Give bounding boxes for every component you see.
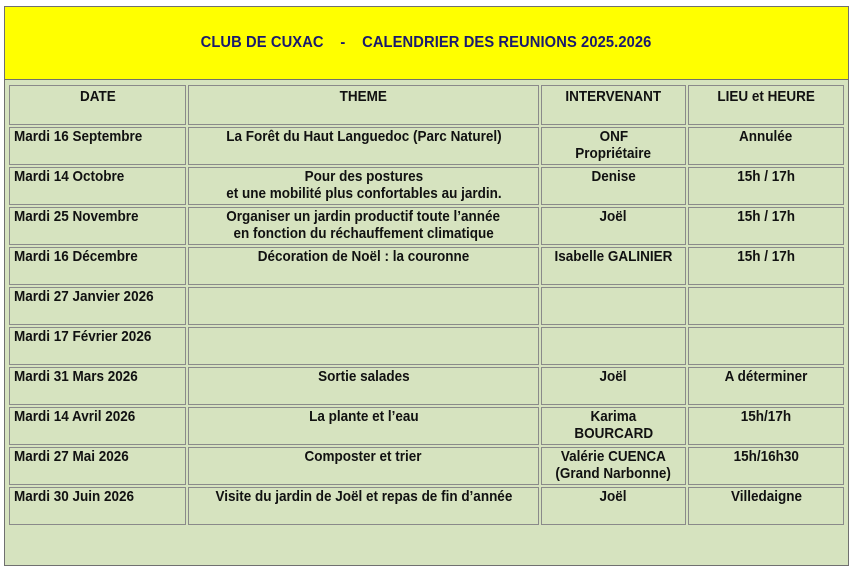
table-row xyxy=(9,447,844,485)
title-banner xyxy=(5,7,848,80)
cell-date: Mardi 31 Mars 2026 xyxy=(9,367,186,405)
cell-intervenant: Joël xyxy=(541,207,686,245)
table-row xyxy=(9,167,844,205)
cell-date: Mardi 16 Décembre xyxy=(9,247,186,285)
table-row xyxy=(9,207,844,245)
cell-lieu: 15h/16h30 xyxy=(688,447,844,485)
cell-date: Mardi 14 Octobre xyxy=(9,167,186,205)
table-row xyxy=(9,127,844,165)
cell-theme: Organiser un jardin productif toute l’année en fonction du réchauffement climatique xyxy=(188,207,539,245)
cell-lieu xyxy=(688,287,844,325)
cell-intervenant: Karima BOURCARD xyxy=(541,407,686,445)
cell-intervenant: Isabelle GALINIER xyxy=(541,247,686,285)
header-theme: THEME xyxy=(188,85,539,125)
cell-lieu: Annulée xyxy=(688,127,844,165)
calendar-table xyxy=(7,83,846,527)
table-row xyxy=(9,327,844,365)
header-date: DATE xyxy=(9,85,186,125)
cell-lieu: Villedaigne xyxy=(688,487,844,525)
header-lieu: LIEU et HEURE xyxy=(688,85,844,125)
cell-theme: Composter et trier xyxy=(188,447,539,485)
cell-date: Mardi 27 Mai 2026 xyxy=(9,447,186,485)
cell-theme: Visite du jardin de Joël et repas de fin d’année xyxy=(188,487,539,525)
cell-intervenant: Joël xyxy=(541,487,686,525)
cell-lieu xyxy=(688,327,844,365)
cell-date: Mardi 25 Novembre xyxy=(9,207,186,245)
cell-lieu: 15h / 17h xyxy=(688,247,844,285)
header-intervenant: INTERVENANT xyxy=(541,85,686,125)
cell-lieu: 15h / 17h xyxy=(688,167,844,205)
cell-intervenant: Denise xyxy=(541,167,686,205)
table-row xyxy=(9,487,844,525)
cell-intervenant xyxy=(541,327,686,365)
page-title: CLUB DE CUXAC - CALENDRIER DES REUNIONS 2025.2026 xyxy=(201,34,652,51)
cell-theme: La Forêt du Haut Languedoc (Parc Naturel) xyxy=(188,127,539,165)
cell-theme: Décoration de Noël : la couronne xyxy=(188,247,539,285)
calendar-page xyxy=(4,6,849,566)
cell-intervenant: Joël xyxy=(541,367,686,405)
cell-date: Mardi 16 Septembre xyxy=(9,127,186,165)
table-row xyxy=(9,247,844,285)
cell-intervenant: Valérie CUENCA (Grand Narbonne) xyxy=(541,447,686,485)
cell-theme: Sortie salades xyxy=(188,367,539,405)
table-row xyxy=(9,367,844,405)
cell-theme: La plante et l’eau xyxy=(188,407,539,445)
cell-theme xyxy=(188,287,539,325)
header-row xyxy=(9,85,844,125)
cell-intervenant xyxy=(541,287,686,325)
cell-date: Mardi 27 Janvier 2026 xyxy=(9,287,186,325)
cell-date: Mardi 17 Février 2026 xyxy=(9,327,186,365)
cell-lieu: 15h / 17h xyxy=(688,207,844,245)
cell-intervenant: ONF Propriétaire xyxy=(541,127,686,165)
cell-date: Mardi 14 Avril 2026 xyxy=(9,407,186,445)
table-row xyxy=(9,287,844,325)
cell-theme: Pour des postures et une mobilité plus confortables au jardin. xyxy=(188,167,539,205)
table-row xyxy=(9,407,844,445)
cell-date: Mardi 30 Juin 2026 xyxy=(9,487,186,525)
cell-theme xyxy=(188,327,539,365)
cell-lieu: A déterminer xyxy=(688,367,844,405)
cell-lieu: 15h/17h xyxy=(688,407,844,445)
